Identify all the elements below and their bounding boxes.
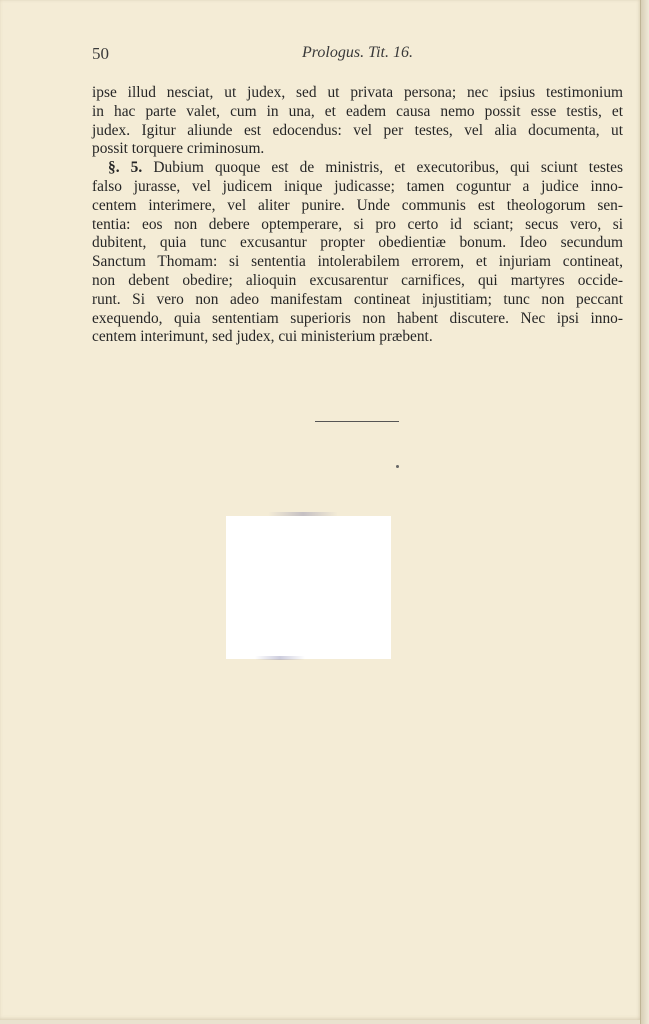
- page-number: 50: [92, 44, 109, 63]
- body-text: [92, 84, 623, 347]
- text-line: exequendo, quia sententiam superioris non habent discutere. Nec ipsi inno-: [92, 309, 623, 327]
- text-line: in hac parte valet, cum in una, et eadem causa nemo possit esse testis, et: [92, 102, 623, 120]
- text-line: centem interimere, vel aliter punire. Unde communis est theologorum sen-: [92, 196, 623, 214]
- text-line: dubitent, quia tunc excusantur propter obedientiæ bonum. Ideo secundum: [92, 234, 623, 252]
- page-header: [92, 44, 622, 66]
- text-line: falso jurasse, vel judicem inique judicasse; tamen coguntur a judice inno-: [92, 177, 623, 195]
- text-line: Dubium quoque est de ministris, et executoribus, qui sciunt testes: [153, 159, 623, 177]
- text-line: tentia: eos non debere optemperare, si pro certo id sciant; secus vero, si: [92, 215, 623, 233]
- text-line: non debent obedire; alioquin excusarentur carnifices, qui martyres occide-: [92, 271, 623, 289]
- text-line: centem interimunt, sed judex, cui ministerium præbent.: [92, 328, 433, 346]
- stamp-trace: [255, 656, 305, 660]
- text-line: ipse illud nesciat, ut judex, sed ut privata persona; nec ipsius testimonium: [92, 84, 623, 101]
- text-line: possit torquere criminosum.: [92, 140, 265, 158]
- page-edge: [640, 0, 649, 1024]
- running-title: Prologus. Tit. 16.: [302, 44, 413, 61]
- section-mark: §. 5.: [108, 159, 143, 177]
- text-line: Sanctum Thomam: si sententia intolerabilem errorem, et injuriam contineat,: [92, 253, 623, 271]
- text-line: runt. Si vero non adeo manifestam contineat injustitiam; tunc non peccant: [92, 290, 623, 308]
- ink-speck: [396, 465, 399, 468]
- text-line: judex. Igitur aliunde est edocendus: vel per testes, vel alia documenta, ut: [92, 121, 623, 139]
- paragraph-5-first-line: [92, 159, 623, 178]
- section-divider: [315, 421, 399, 422]
- redacted-stamp-area: [226, 516, 391, 659]
